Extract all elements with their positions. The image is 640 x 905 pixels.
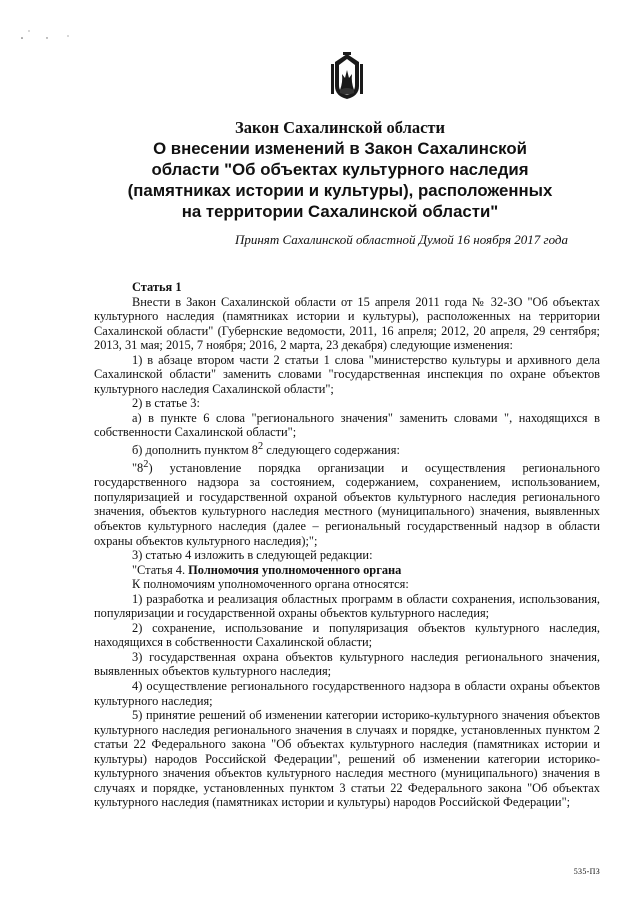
adoption-note: Принят Сахалинской областной Думой 16 ноября 2017 года [234, 232, 568, 247]
article-heading: Статья 1 [132, 280, 182, 294]
document-code: 535-ПЗ [573, 867, 600, 876]
law-subtitle-line: области "Об объектах культурного наследия [151, 160, 529, 179]
paragraph: 3) статью 4 изложить в следующей редакции: [132, 548, 373, 563]
item-b-prefix: б) дополнить пунктом 8 [132, 443, 258, 458]
paragraph: К полномочиям уполномоченного органа относятся: [132, 577, 409, 592]
law-subtitle-line: О внесении изменений в Закон Сахалинской [153, 139, 527, 158]
quoted-article-prefix: "Статья 4. [132, 562, 189, 577]
paragraph-item-b [94, 440, 600, 458]
paragraph: 1) в абзаце втором части 2 статьи 1 слова "министерство культуры и архивного дела Сахалинской области" заменить словами "государственная инспекция по охране объектов культурного наследия Сахалинской области"; [94, 352, 600, 396]
quoted-article-title: Полномочия уполномоченного органа [188, 562, 402, 577]
item-8-2-superscript: 2 [143, 458, 149, 470]
law-subtitle-line: (памятниках истории и культуры), расположенных [127, 181, 553, 200]
law-body [94, 280, 600, 810]
item-8-2-text: ) установление порядка организации и осуществления регионального государственного надзора за состоянием, содержанием, сохранением, использованием, популяризацией и государственной охраной объектов культурного наследия регионального значения, объектов культурного наследия местного (муниципального) значения, выявленных объектов культурного наследия (далее – региональный государственный надзор в области охраны объектов культурного наследия);"; [94, 460, 600, 548]
paragraph: 2) в статье 3: [132, 396, 200, 411]
paragraph: Внести в Закон Сахалинской области от 15 апреля 2011 года № 32-ЗО "Об объектах культурного наследия (памятниках истории и культуры), расположенных на территории Сахалинской области" (Губернские ведомости, 2011, 16 апреля; 2012, 20 апреля, 29 сентября; 2013, 31 мая; 2015, 7 ноября; 2016, 2 марта, 23 декабря) следующие изменения: [94, 294, 600, 353]
power-item: 1) разработка и реализация областных программ в области сохранения, использования, популяризации и государственной охраны объектов культурного наследия; [94, 591, 600, 621]
power-item: 2) сохранение, использование и популяризация объектов культурного наследия, находящихся в собственности Сахалинской области; [94, 620, 600, 650]
law-subtitle-line: на территории Сахалинской области" [181, 202, 499, 221]
power-item: 3) государственная охрана объектов культурного наследия регионального значения, выявленных объектов культурного наследия; [94, 649, 600, 679]
law-title: Закон Сахалинской области [234, 118, 446, 137]
power-item: 4) осуществление регионального государственного надзора в области охраны объектов культурного наследия; [94, 679, 600, 708]
item-8-2-prefix: "8 [132, 460, 144, 475]
coat-of-arms-emblem [329, 52, 365, 100]
paragraph-item-8-2 [94, 458, 600, 548]
paragraph: а) в пункте 6 слова "регионального значения" заменить словами ", находящихся в собственности Сахалинской области"; [94, 410, 600, 440]
item-b-suffix: следующего содержания: [263, 443, 400, 458]
quoted-article-heading [94, 563, 600, 578]
title-block [80, 118, 600, 222]
scan-specks [20, 28, 80, 58]
item-b-superscript: 2 [257, 441, 264, 453]
power-item: 5) принятие решений об изменении категории историко-культурного значения объектов культурного наследия регионального значения в случаях и порядке, установленных пунктом 2 статьи 22 Федерального закона "Об объектах культурного наследия (памятниках истории и культуры) народов Российской Федерации", решений об изменении категории историко-культурного значения объектов культурного наследия местного (муниципального) значения в случаях и порядке, установленных пунктом 3 статьи 22 Федерального закона "Об объектах культурного наследия (памятниках истории и культуры) народов Российской Федерации"; [94, 708, 600, 810]
